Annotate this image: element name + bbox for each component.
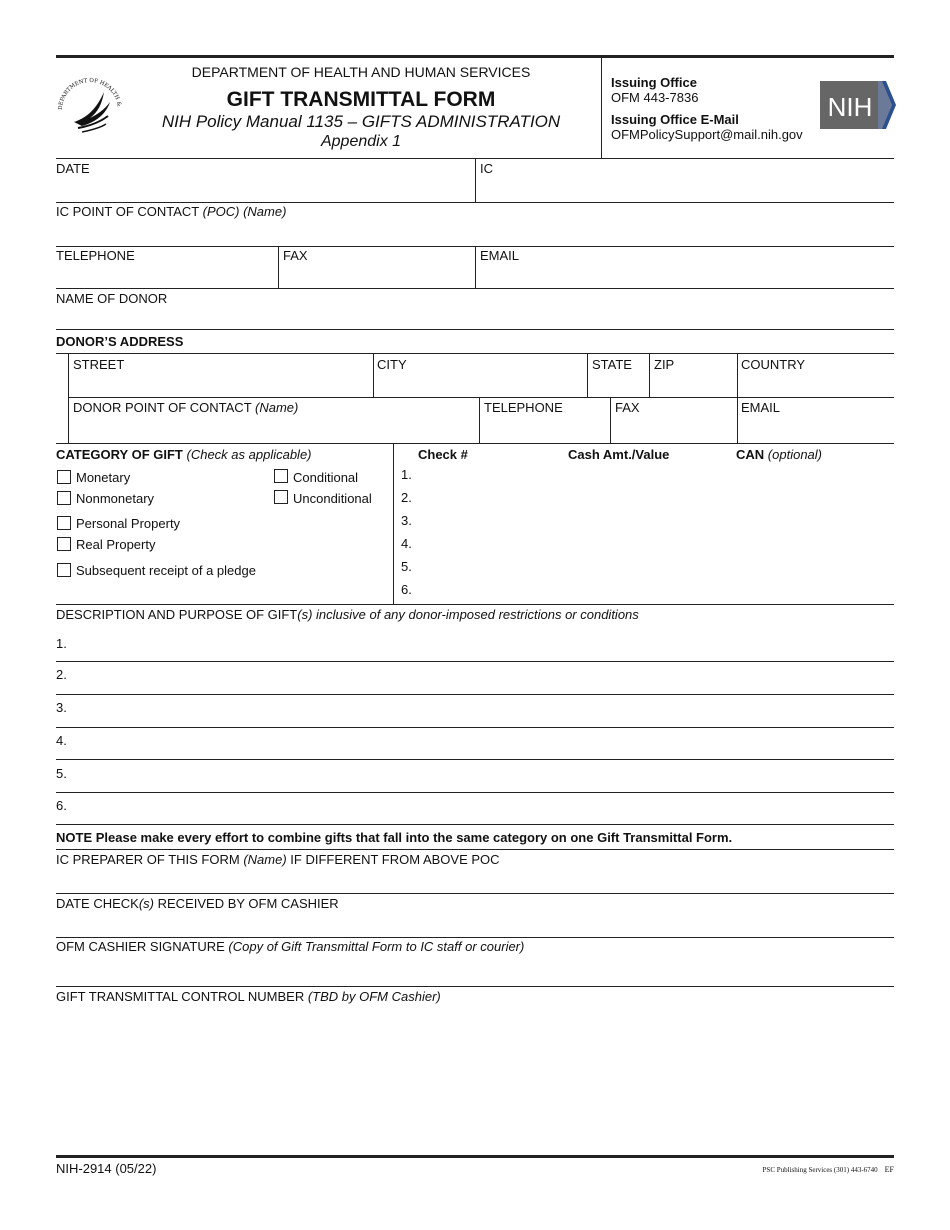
header-divider — [601, 58, 602, 158]
header-top-rule — [56, 55, 894, 58]
preparer-label: IC PREPARER OF THIS FORM (Name) IF DIFFERENT FROM ABOVE POC — [56, 852, 500, 867]
pledge-label: Subsequent receipt of a pledge — [76, 563, 256, 578]
rule — [56, 202, 894, 203]
donor-name-field[interactable] — [56, 306, 892, 328]
description-row-number: 2. — [56, 667, 67, 682]
check-row-number: 6. — [401, 582, 412, 597]
telephone-field[interactable] — [56, 263, 276, 285]
conditional-checkbox[interactable] — [274, 469, 288, 483]
date-field[interactable] — [56, 176, 474, 200]
zip-label: ZIP — [654, 357, 675, 372]
date-check-label: DATE CHECK(s) RECEIVED BY OFM CASHIER — [56, 896, 339, 911]
rule — [68, 397, 894, 398]
email-field[interactable] — [480, 263, 892, 285]
donor-fax-field[interactable] — [615, 416, 733, 440]
cashier-signature-label: OFM CASHIER SIGNATURE (Copy of Gift Transmittal Form to IC staff or courier) — [56, 939, 525, 954]
poc-label: IC POINT OF CONTACT (POC) (Name) — [56, 204, 287, 219]
description-row-number: 1. — [56, 636, 67, 651]
category-heading: CATEGORY OF GIFT (Check as applicable) — [56, 447, 312, 462]
combine-gifts-note: NOTE Please make every effort to combine gifts that fall into the same category on one Gift Transmittal Form. — [56, 830, 733, 845]
check-row-number: 4. — [401, 536, 412, 551]
cash-amount-header: Cash Amt./Value — [568, 447, 670, 462]
description-line-field[interactable] — [72, 663, 892, 691]
ic-label: IC — [480, 161, 493, 176]
street-field[interactable] — [73, 373, 371, 395]
department-name: DEPARTMENT OF HEALTH AND HUMAN SERVICES — [191, 64, 531, 80]
divider — [649, 353, 650, 397]
real-property-label: Real Property — [76, 537, 156, 552]
rule — [56, 792, 894, 793]
issuing-email-value: OFMPolicySupport@mail.nih.gov — [611, 127, 803, 142]
rule — [56, 661, 894, 662]
check-row-number: 2. — [401, 490, 412, 505]
rule — [56, 849, 894, 850]
description-row-number: 4. — [56, 733, 67, 748]
check-row-number: 3. — [401, 513, 412, 528]
personal-property-checkbox[interactable] — [57, 516, 71, 530]
check-entries-field[interactable] — [420, 466, 892, 602]
date-check-field[interactable] — [56, 912, 892, 936]
rule — [56, 937, 894, 938]
description-row-number: 6. — [56, 798, 67, 813]
nih-logo-text: NIH — [827, 92, 873, 122]
divider — [278, 246, 279, 288]
description-line-field[interactable] — [72, 761, 892, 789]
form-title: GIFT TRANSMITTAL FORM — [226, 88, 496, 111]
unconditional-label: Unconditional — [293, 491, 372, 506]
divider — [68, 353, 69, 443]
description-row-number: 5. — [56, 766, 67, 781]
divider — [587, 353, 588, 397]
poc-name-field[interactable] — [56, 220, 892, 244]
publisher-note: PSC Publishing Services (301) 443-6740 EF — [762, 1165, 894, 1174]
divider — [475, 158, 476, 202]
rule — [56, 893, 894, 894]
appendix-label: Appendix 1 — [320, 133, 402, 150]
country-field[interactable] — [741, 373, 891, 395]
can-header: CAN (optional) — [736, 447, 822, 462]
donor-poc-field[interactable] — [73, 416, 475, 440]
control-number-field[interactable] — [56, 1005, 892, 1029]
street-label: STREET — [73, 357, 125, 372]
donor-telephone-label: TELEPHONE — [484, 400, 563, 415]
donor-telephone-field[interactable] — [484, 416, 606, 440]
ic-field[interactable] — [480, 176, 892, 200]
nonmonetary-checkbox[interactable] — [57, 491, 71, 505]
donor-email-label: EMAIL — [741, 400, 781, 415]
telephone-label: TELEPHONE — [56, 248, 135, 263]
rule — [56, 759, 894, 760]
city-field[interactable] — [377, 373, 583, 395]
nih-logo-icon — [820, 81, 896, 131]
rule — [56, 694, 894, 695]
rule — [56, 329, 894, 330]
description-line-field[interactable] — [72, 630, 892, 658]
issuing-email-label: Issuing Office E-Mail — [611, 112, 739, 127]
fax-field[interactable] — [283, 263, 473, 285]
donor-email-field[interactable] — [741, 416, 891, 440]
donor-name-label: NAME OF DONOR — [56, 291, 168, 306]
description-line-field[interactable] — [72, 729, 892, 757]
description-row-number: 3. — [56, 700, 67, 715]
donor-fax-label: FAX — [615, 400, 640, 415]
rule — [56, 604, 894, 605]
divider — [610, 397, 611, 443]
policy-subtitle: NIH Policy Manual 1135 – GIFTS ADMINISTRATION — [161, 112, 561, 131]
divider — [479, 397, 480, 443]
rule — [56, 824, 894, 825]
cashier-signature-field[interactable] — [56, 956, 892, 984]
rule — [56, 986, 894, 987]
donor-address-heading: DONOR’S ADDRESS — [56, 334, 184, 349]
donor-poc-label: DONOR POINT OF CONTACT (Name) — [73, 400, 299, 415]
pledge-checkbox[interactable] — [57, 563, 71, 577]
city-label: CITY — [377, 357, 407, 372]
conditional-label: Conditional — [293, 470, 359, 485]
real-property-checkbox[interactable] — [57, 537, 71, 551]
form-number: NIH-2914 (05/22) — [56, 1161, 157, 1176]
rule — [56, 288, 894, 289]
monetary-checkbox[interactable] — [57, 470, 71, 484]
check-row-number: 5. — [401, 559, 412, 574]
divider — [373, 353, 374, 397]
zip-field[interactable] — [654, 373, 734, 395]
check-number-header: Check # — [418, 447, 468, 462]
personal-property-label: Personal Property — [76, 516, 181, 531]
nonmonetary-label: Nonmonetary — [76, 491, 155, 506]
rule — [56, 443, 894, 444]
issuing-office-label: Issuing Office — [611, 75, 697, 90]
description-line-field[interactable] — [72, 794, 892, 822]
divider — [475, 246, 476, 288]
country-label: COUNTRY — [741, 357, 806, 372]
description-heading: DESCRIPTION AND PURPOSE OF GIFT(s) inclusive of any donor-imposed restrictions or conditions — [56, 607, 639, 622]
rule — [56, 353, 894, 354]
state-field[interactable] — [592, 373, 646, 395]
email-label: EMAIL — [480, 248, 520, 263]
monetary-label: Monetary — [76, 470, 131, 485]
description-line-field[interactable] — [72, 696, 892, 724]
date-label: DATE — [56, 161, 90, 176]
fax-label: FAX — [283, 248, 308, 263]
control-number-label: GIFT TRANSMITTAL CONTROL NUMBER (TBD by OFM Cashier) — [56, 989, 441, 1004]
seal-text: DEPARTMENT OF HEALTH & — [57, 77, 122, 111]
footer-rule — [56, 1155, 894, 1158]
state-label: STATE — [592, 357, 632, 372]
issuing-office-value: OFM 443-7836 — [611, 90, 699, 105]
rule — [56, 727, 894, 728]
preparer-field[interactable] — [56, 868, 892, 892]
divider — [393, 443, 394, 604]
divider — [737, 353, 738, 443]
check-row-number: 1. — [401, 467, 412, 482]
unconditional-checkbox[interactable] — [274, 490, 288, 504]
